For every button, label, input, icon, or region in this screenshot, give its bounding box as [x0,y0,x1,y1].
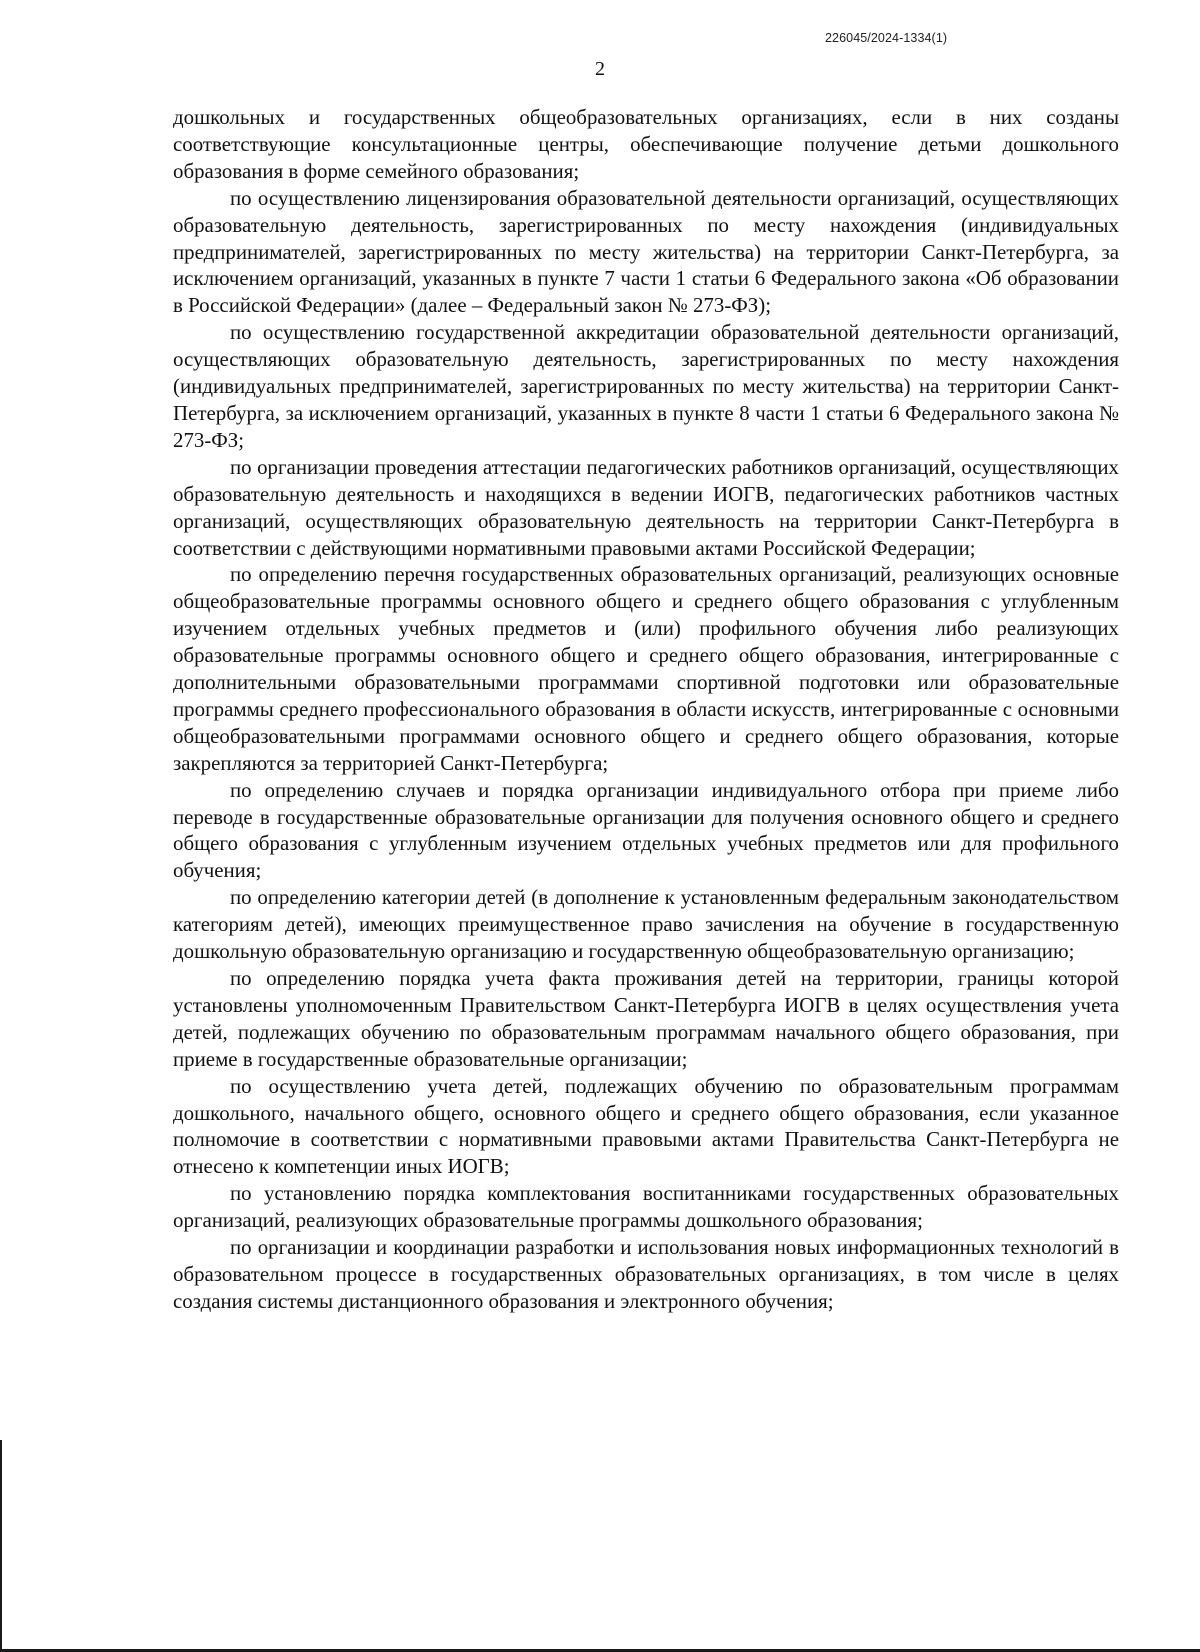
paragraph-residence-accounting: по определению порядка учета факта проживания детей на территории, границы которой установлены уполномоченным Правительством Санкт-Петербурга ИОГВ в целях осуществления учета детей, подлежащих обучению по образовательным программам начального общего образования, при приеме в государственные образовательные организации; [173,966,1119,1071]
document-registration-number: 226045/2024-1334(1) [825,31,948,45]
paragraph-information-technologies: по организации и координации разработки и использования новых информационных технологий в образовательном процессе в государственных образовательных организациях, в том числе в целях создания системы дистанционного образования и электронного обучения; [173,1235,1119,1313]
paragraph-children-accounting: по осуществлению учета детей, подлежащих обучению по образовательным программам дошкольного, начального общего, основного общего и среднего общего образования, если указанное полномочие в соответствии с нормативными правовыми актами Правительства Санкт-Петербурга не отнесено к компетенции иных ИОГВ; [173,1073,1119,1179]
paragraph-enrollment-order: по установлению порядка комплектования воспитанниками государственных образовательных организаций, реализующих образовательные программы дошкольного образования; [173,1181,1119,1233]
paragraph-accreditation: по осуществлению государственной аккредитации образовательной деятельности организаций, осуществляющих образовательную деятельность, зарегистрированных по месту нахождения (индивидуальных предпринимателей, зарегистрированных по месту жительства) на территории Санкт-Петербурга, за исключением организаций, указанных в пункте 8 части 1 статьи 6 Федерального закона № 273-ФЗ; [173,320,1119,452]
paragraph-attestation: по организации проведения аттестации педагогических работников организаций, осуществляющих образовательную деятельность и находящихся в ведении ИОГВ, педагогических работников частных организаций, осуществляющих образовательную деятельность на территории Санкт-Петербурга в соответствии с действующими нормативными правовыми актами Российской Федерации; [173,454,1119,560]
page-number: 2 [595,58,605,80]
document-body [173,104,1119,1315]
paragraph-continuation: дошкольных и государственных общеобразовательных организациях, если в них созданы соответствующие консультационные центры, обеспечивающие получение детьми дошкольного образования в форме семейного образования; [173,105,1119,183]
scan-left-edge-line [0,1440,2,1652]
paragraph-priority-categories: по определению категории детей (в дополнение к установленным федеральным законодательством категориям детей), имеющих преимущественное право зачисления на обучение в государственную дошкольную образовательную организацию и государственную общеобразовательную организацию; [173,885,1119,964]
paragraph-organization-list: по определению перечня государственных образовательных организаций, реализующих основные общеобразовательные программы основного общего и среднего общего образования с углубленным изучением отдельных учебных предметов и (или) профильного обучения либо реализующих образовательные программы основного общего и среднего общего образования, интегрированные с дополнительными образовательными программами спортивной подготовки или образовательные программы среднего профессионального образования в области искусств, интегрированные с основными общеобразовательными программами основного общего и среднего общего образования, которые закрепляются за территорией Санкт-Петербурга; [173,562,1119,775]
paragraph-licensing: по осуществлению лицензирования образовательной деятельности организаций, осуществляющих образовательную деятельность, зарегистрированных по месту нахождения (индивидуальных предпринимателей, зарегистрированных по месту жительства) на территории Санкт-Петербурга, за исключением организаций, указанных в пункте 7 части 1 статьи 6 Федерального закона «Об образовании в Российской Федерации» (далее – Федеральный закон № 273-ФЗ); [173,185,1119,318]
paragraph-individual-selection: по определению случаев и порядка организации индивидуального отбора при приеме либо переводе в государственные образовательные организации для получения основного общего и среднего общего образования с углубленным изучением отдельных учебных предметов или для профильного обучения; [173,777,1119,883]
